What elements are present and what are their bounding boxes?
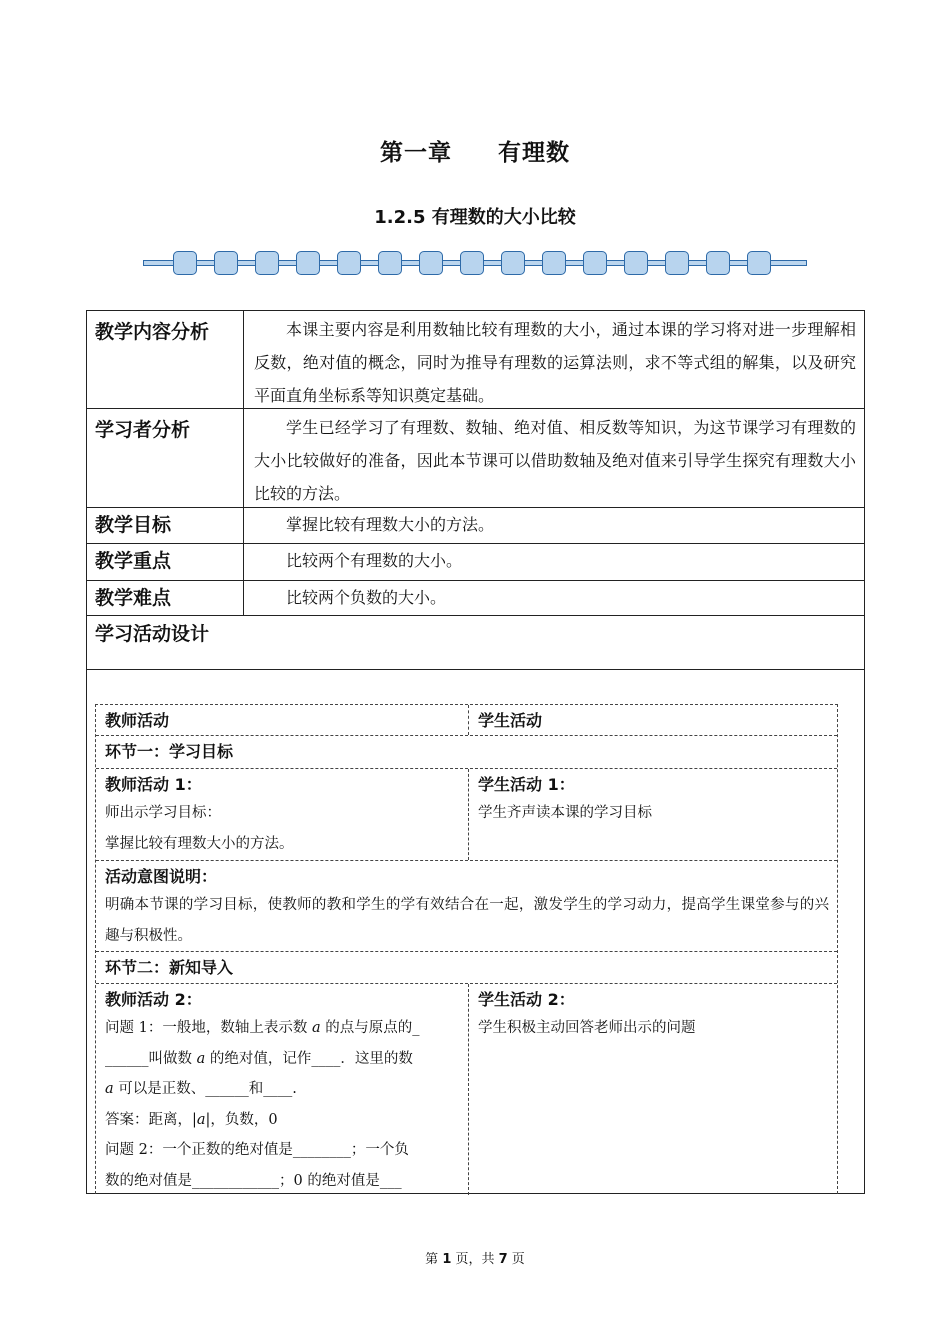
variable-a: a — [105, 1081, 114, 1097]
row-learner-analysis — [87, 409, 864, 508]
stage1-activity-row — [96, 769, 837, 861]
teacher-activity-header: 教师活动 — [96, 705, 469, 735]
intent-text: 明确本节课的学习目标，使教师的教和学生的学有效结合在一起，激发学生的学习动力，提高学生课堂参与的兴趣与积极性。 — [105, 897, 829, 944]
student-activity-1-title: 学生活动 1： — [478, 775, 575, 794]
stage2-activity-row — [96, 984, 837, 1195]
row-content: 掌握比较有理数大小的方法。 — [286, 515, 495, 534]
bead-icon — [214, 251, 238, 275]
decorative-bead-divider — [143, 250, 807, 278]
teacher-activity-1-line: 师出示学习目标： — [105, 805, 221, 821]
student-activity-2-text: 学生积极主动回答老师出示的问题 — [478, 1020, 696, 1036]
row-content: 比较两个有理数的大小。 — [286, 551, 463, 570]
teacher-activity-1-line: 掌握比较有理数大小的方法。 — [105, 835, 294, 852]
section-title: 1.2.5 有理数的大小比较 — [374, 207, 576, 228]
activity-header-row — [96, 705, 837, 736]
page-footer — [0, 1248, 950, 1267]
answer-1 — [105, 1105, 460, 1136]
row-content: 比较两个负数的大小。 — [286, 588, 447, 607]
bead-icon — [542, 251, 566, 275]
question-1-text: ______叫做数 — [105, 1050, 197, 1067]
row-label: 教学目标 — [87, 508, 244, 543]
activity-design-title: 学习活动设计 — [95, 623, 210, 645]
bead-icon — [665, 251, 689, 275]
question-1-text: 可以是正数、______和____. — [113, 1081, 297, 1097]
activity-intent — [96, 861, 837, 951]
bead-icon — [337, 251, 361, 275]
bead-icon — [378, 251, 402, 275]
variable-a: a — [311, 1020, 321, 1036]
bead-icon — [747, 251, 771, 275]
student-activity-1 — [469, 769, 837, 860]
chapter-name: 有理数 — [498, 140, 570, 166]
lesson-plan-table — [86, 310, 865, 1194]
question-2 — [105, 1135, 460, 1196]
chapter-title — [0, 134, 950, 167]
bead-icon — [624, 251, 648, 275]
row-teaching-goal — [87, 508, 864, 544]
bead-icon — [419, 251, 443, 275]
row-content: 本课主要内容是利用数轴比较有理数的大小，通过本课的学习将对进一步理解相反数，绝对值的概念，同时为推导有理数的运算法则，求不等式组的解集，以及研究平面直角坐标系等知识奠定基础。 — [254, 320, 856, 405]
student-activity-1-text: 学生齐声读本课的学习目标 — [478, 805, 652, 821]
bead-icon — [296, 251, 320, 275]
answer-text: |，负数，0 — [205, 1111, 278, 1128]
row-label: 学习者分析 — [87, 409, 244, 507]
question-1 — [105, 1013, 460, 1105]
answer-text: 答案：距离，| — [105, 1111, 197, 1128]
teacher-activity-1-title: 教师活动 1： — [105, 775, 202, 794]
question-2-text: 数的绝对值是____________；0 的绝对值是___ — [105, 1172, 402, 1189]
footer-text: 第 — [425, 1252, 443, 1267]
footer-text: 页，共 — [451, 1252, 499, 1267]
row-content: 学生已经学习了有理数、数轴、绝对值、相反数等知识，为这节课学习有理数的大小比较做好的准备，因此本节课可以借助数轴及绝对值来引导学生探究有理数大小比较的方法。 — [254, 418, 856, 503]
page-number: 1 — [442, 1252, 452, 1267]
student-activity-header: 学生活动 — [478, 711, 543, 730]
stage1-title: 环节一：学习目标 — [105, 742, 234, 761]
row-difficulty — [87, 581, 864, 616]
page-total: 7 — [498, 1252, 508, 1267]
variable-a: a — [196, 1111, 206, 1128]
teacher-activity-2-title: 教师活动 2： — [105, 990, 202, 1009]
bead-icon — [255, 251, 279, 275]
row-content-analysis — [87, 311, 864, 409]
question-1-text: 问题 1：一般地，数轴上表示数 — [105, 1020, 312, 1036]
teacher-activity-2 — [96, 984, 469, 1195]
bead-icon — [706, 251, 730, 275]
row-key-point — [87, 544, 864, 581]
student-activity-2-title: 学生活动 2： — [478, 990, 575, 1009]
bead-icon — [173, 251, 197, 275]
question-2-text: 问题 2：一个正数的绝对值是________；一个负 — [105, 1142, 409, 1158]
intent-row — [96, 861, 837, 952]
bead-icon — [501, 251, 525, 275]
question-1-text: 的绝对值，记作____．这里的数 — [205, 1050, 413, 1067]
activity-table — [95, 704, 838, 1194]
stage2-title-row — [96, 952, 837, 984]
bead-icon — [460, 251, 484, 275]
teacher-activity-1 — [96, 769, 469, 860]
row-label: 教学内容分析 — [87, 311, 244, 408]
chapter-number: 第一章 — [380, 140, 452, 166]
row-label: 教学难点 — [87, 581, 244, 615]
student-activity-2 — [469, 984, 837, 1195]
question-1-text: 的点与原点的_ — [320, 1020, 420, 1036]
stage2-title: 环节二：新知导入 — [105, 958, 234, 977]
variable-a: a — [196, 1050, 206, 1067]
bead-icon — [583, 251, 607, 275]
footer-text: 页 — [507, 1252, 525, 1267]
row-label: 教学重点 — [87, 544, 244, 580]
intent-title: 活动意图说明： — [105, 867, 218, 886]
stage1-title-row — [96, 736, 837, 769]
